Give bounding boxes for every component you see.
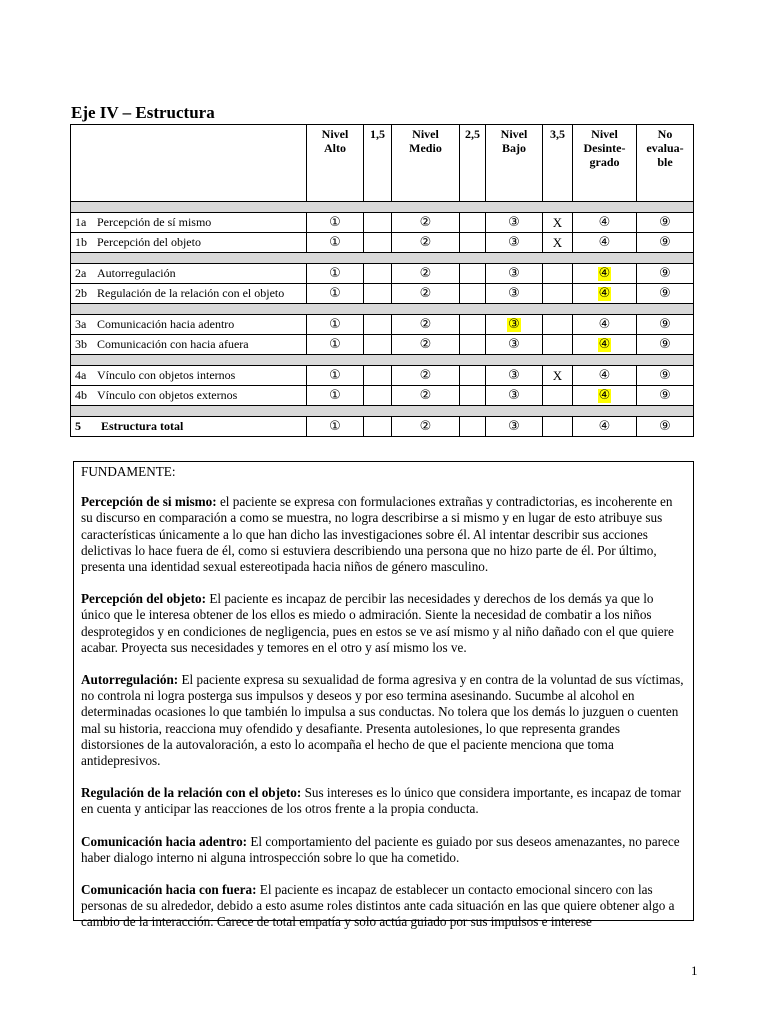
- intermediate-cell: [460, 335, 486, 355]
- column-header-line: 1,5: [370, 127, 385, 141]
- row-label-text: Comunicación hacia adentro: [97, 317, 235, 331]
- column-header-line: 2,5: [465, 127, 480, 141]
- level-mark: ⑨: [659, 419, 671, 434]
- level-cell: [637, 366, 694, 386]
- level-cell: [573, 284, 637, 304]
- row-label-text: Autorregulación: [97, 266, 176, 280]
- row-label: [71, 366, 307, 386]
- column-header-line: Nivel: [500, 127, 528, 141]
- paragraph-text: El paciente expresa su sexualidad de forma agresiva y en contra de la voluntad de sus víctimas, no controla ni logra posterga sus impulsos y deseos y por eso termina asesinando. Sucumbe al alcohol en determinadas ocasiones lo que también lo impulsa a sus conductas. No tolera que los demás lo juzguen o cuenten mal su historia, reacciona muy ofendido y desafiante. Presenta autolesiones, lo que representa grandes distorsiones de la autovaloración, a esto lo acompaña el hecho de que el paciente menciona que toma antidepresivos.: [81, 672, 684, 769]
- column-header: [637, 125, 694, 202]
- intermediate-cell: [460, 417, 486, 437]
- level-cell: [573, 366, 637, 386]
- selected-level-mark: ④: [598, 286, 611, 301]
- fundamento-paragraph: [81, 672, 685, 769]
- separator-row: [71, 202, 694, 213]
- level-cell: [486, 284, 543, 304]
- level-cell: [637, 315, 694, 335]
- intermediate-cell: [364, 417, 392, 437]
- column-header: [573, 125, 637, 202]
- level-cell: [486, 417, 543, 437]
- column-header-line: Medio: [409, 141, 442, 155]
- paragraph-label: Percepción del objeto:: [81, 591, 207, 607]
- level-cell: [637, 386, 694, 406]
- level-cell: [573, 335, 637, 355]
- column-header-line: Desinte-: [583, 141, 626, 155]
- table-row: [71, 315, 694, 335]
- level-mark: ②: [419, 286, 432, 301]
- row-code: 2a: [75, 266, 87, 280]
- fundamento-paragraph: [81, 834, 685, 866]
- level-mark: ⑨: [659, 368, 671, 383]
- table-row: [71, 213, 694, 233]
- intermediate-cell: [543, 233, 573, 253]
- level-mark: ②: [419, 317, 432, 332]
- level-mark: ④: [598, 235, 611, 250]
- table-header-row: [71, 125, 694, 202]
- level-cell: [573, 213, 637, 233]
- intermediate-cell: [543, 417, 573, 437]
- intermediate-cell: [543, 213, 573, 233]
- level-cell: [486, 213, 543, 233]
- level-mark: ①: [329, 266, 341, 281]
- row-label-text: Estructura total: [101, 419, 184, 433]
- separator-cell: [71, 406, 694, 417]
- level-mark: ②: [419, 215, 432, 230]
- paragraph-text: el paciente se expresa con formulaciones extrañas y contradictorias, es incoherente en su discurso en comparación a como se muestra, no logra describirse a si mismo y en lugar de esto atribuye sus características únicamente a lo que han dicho las investigaciones sobre él. Al intentar describir sus acciones delictivas lo hace fuera de él, como si estuviera describiendo una persona que no hizo parte de él. Por último, presenta una identidad sexual estereotipada hacia niños de género masculino.: [81, 494, 673, 575]
- row-label-text: Regulación de la relación con el objeto: [97, 286, 285, 300]
- level-cell: [637, 284, 694, 304]
- level-cell: [392, 233, 460, 253]
- level-mark: ②: [419, 419, 432, 434]
- table-row: [71, 386, 694, 406]
- level-mark: ①: [329, 388, 341, 403]
- level-cell: [307, 366, 364, 386]
- level-mark: ①: [329, 419, 341, 434]
- level-mark: ①: [329, 215, 341, 230]
- separator-cell: [71, 355, 694, 366]
- separator-row: [71, 355, 694, 366]
- level-cell: [573, 315, 637, 335]
- page-number: 1: [691, 963, 698, 978]
- level-cell: [486, 264, 543, 284]
- x-mark: X: [552, 234, 563, 250]
- row-code: 2b: [75, 286, 87, 300]
- section-title: Eje IV – Estructura: [71, 103, 215, 122]
- level-mark: ①: [329, 286, 341, 301]
- level-cell: [392, 213, 460, 233]
- column-header: [307, 125, 364, 202]
- level-cell: [486, 335, 543, 355]
- column-header: [392, 125, 460, 202]
- row-label: [71, 315, 307, 335]
- paragraph-label: Autorregulación:: [81, 672, 179, 688]
- intermediate-cell: [460, 264, 486, 284]
- level-mark: ①: [329, 235, 341, 250]
- level-mark: ③: [508, 388, 520, 403]
- level-mark: ①: [329, 337, 341, 352]
- intermediate-cell: [460, 366, 486, 386]
- fundamento-paragraph: [81, 591, 685, 656]
- fundamento-paragraph: [81, 882, 685, 931]
- evaluation-table: [70, 124, 694, 437]
- paragraph-text: Sus intereses es lo único que considera importante, es incapaz de tomar en cuenta y anticipar las reacciones de los otros frente a la propia conducta.: [81, 785, 682, 817]
- level-mark: ①: [329, 368, 341, 383]
- level-mark: ③: [508, 337, 520, 352]
- intermediate-cell: [364, 264, 392, 284]
- intermediate-cell: [364, 233, 392, 253]
- level-cell: [637, 213, 694, 233]
- column-header-line: Nivel: [321, 127, 349, 141]
- level-mark: ②: [419, 388, 432, 403]
- row-code: 4b: [75, 388, 87, 402]
- intermediate-cell: [543, 366, 573, 386]
- row-label-text: Comunicación con hacia afuera: [97, 337, 249, 351]
- paragraph-text: El paciente es incapaz de percibir las necesidades y derechos de los demás ya que lo único que le interesa obtener de los ellos es miedo o admiración. Siente la necesidad de combatir a los niños desprotegidos y en condiciones de negligencia, pues en estos se ve así mismo y al niño dañado con el que quiere acabar. Proyecta sus necesidades y temores en el otro y así mismo los ve.: [81, 591, 674, 655]
- table-row: [71, 335, 694, 355]
- column-header-line: Alto: [324, 141, 346, 155]
- column-header-line: Nivel: [412, 127, 439, 141]
- intermediate-cell: [543, 315, 573, 335]
- level-cell: [307, 284, 364, 304]
- column-header-line: No: [657, 127, 673, 141]
- level-cell: [486, 315, 543, 335]
- selected-level-mark: ④: [598, 388, 611, 403]
- column-header: [460, 125, 486, 202]
- row-label-text: Percepción de sí mismo: [97, 215, 212, 229]
- row-code: 3b: [75, 337, 87, 351]
- row-code: 3a: [75, 317, 87, 331]
- level-cell: [637, 264, 694, 284]
- level-cell: [486, 366, 543, 386]
- level-cell: [573, 386, 637, 406]
- column-header-line: evalua-: [646, 141, 684, 155]
- level-mark: ③: [508, 266, 520, 281]
- intermediate-cell: [460, 284, 486, 304]
- intermediate-cell: [460, 315, 486, 335]
- level-mark: ②: [419, 337, 432, 352]
- separator-cell: [71, 253, 694, 264]
- table-row: [71, 284, 694, 304]
- level-mark: ④: [598, 317, 611, 332]
- level-cell: [392, 284, 460, 304]
- level-mark: ④: [598, 215, 611, 230]
- level-cell: [573, 264, 637, 284]
- intermediate-cell: [364, 284, 392, 304]
- row-code: 4a: [75, 368, 87, 382]
- row-label-text: Vínculo con objetos internos: [97, 368, 236, 382]
- level-cell: [392, 335, 460, 355]
- row-label: [71, 213, 307, 233]
- level-mark: ⑨: [659, 215, 671, 230]
- level-mark: ⑨: [659, 388, 671, 403]
- level-mark: ③: [508, 419, 520, 434]
- level-mark: ⑨: [659, 337, 671, 352]
- x-mark: X: [552, 367, 563, 383]
- separator-cell: [71, 304, 694, 315]
- row-label: [71, 386, 307, 406]
- level-mark: ⑨: [659, 317, 671, 332]
- fundamento-heading: FUNDAMENTE:: [81, 464, 176, 479]
- paragraph-label: Percepción de si mismo:: [81, 494, 217, 510]
- level-mark: ③: [508, 235, 520, 250]
- level-cell: [573, 233, 637, 253]
- table-row: [71, 233, 694, 253]
- level-cell: [307, 335, 364, 355]
- intermediate-cell: [460, 233, 486, 253]
- level-cell: [637, 233, 694, 253]
- paragraph-text: El comportamiento del paciente es guiado por sus deseos amenazantes, no parece haber dialogo interno ni alguna introspección sobre lo que ha cometido.: [81, 833, 680, 865]
- intermediate-cell: [543, 284, 573, 304]
- level-mark: ④: [598, 368, 611, 383]
- intermediate-cell: [364, 315, 392, 335]
- paragraph-text: El paciente es incapaz de establecer un contacto emocional sincero con las personas de su alrededor, debido a esto asume roles distintos ante cada situación en las que quiere obtener algo a cambio de la interacción. Carece de total empatía y solo actúa guiado por sus impulsos e interese: [81, 882, 675, 930]
- level-mark: ⑨: [659, 266, 671, 281]
- level-cell: [573, 417, 637, 437]
- level-mark: ③: [508, 368, 520, 383]
- column-header: [543, 125, 573, 202]
- level-mark: ③: [508, 215, 520, 230]
- row-code: 1b: [75, 235, 87, 249]
- header-empty-cell: [71, 125, 307, 202]
- level-cell: [637, 417, 694, 437]
- paragraph-label: Regulación de la relación con el objeto:: [81, 785, 302, 801]
- level-cell: [392, 386, 460, 406]
- selected-level-mark: ③: [508, 317, 520, 332]
- paragraph-label: Comunicación hacia adentro:: [81, 833, 248, 849]
- level-cell: [392, 417, 460, 437]
- level-cell: [307, 417, 364, 437]
- fundamento-paragraph: [81, 785, 685, 817]
- row-label: [71, 233, 307, 253]
- selected-level-mark: ④: [598, 266, 611, 281]
- intermediate-cell: [364, 366, 392, 386]
- intermediate-cell: [543, 264, 573, 284]
- intermediate-cell: [543, 386, 573, 406]
- level-cell: [486, 386, 543, 406]
- x-mark: X: [552, 214, 563, 230]
- level-cell: [307, 315, 364, 335]
- level-cell: [486, 233, 543, 253]
- level-cell: [307, 264, 364, 284]
- level-mark: ②: [419, 368, 432, 383]
- level-mark: ⑨: [659, 235, 671, 250]
- intermediate-cell: [460, 386, 486, 406]
- intermediate-cell: [364, 213, 392, 233]
- level-cell: [392, 366, 460, 386]
- selected-level-mark: ④: [598, 337, 611, 352]
- separator-row: [71, 253, 694, 264]
- table-row: [71, 417, 694, 437]
- row-label: [71, 284, 307, 304]
- separator-row: [71, 304, 694, 315]
- level-mark: ②: [419, 235, 432, 250]
- paragraph-label: Comunicación hacia con fuera:: [81, 882, 257, 898]
- intermediate-cell: [460, 213, 486, 233]
- separator-cell: [71, 202, 694, 213]
- intermediate-cell: [543, 335, 573, 355]
- row-label-text: Vínculo con objetos externos: [97, 388, 238, 402]
- column-header-line: Bajo: [502, 141, 526, 155]
- row-label: [71, 335, 307, 355]
- table-row: [71, 264, 694, 284]
- table-row: [71, 366, 694, 386]
- separator-row: [71, 406, 694, 417]
- column-header: [486, 125, 543, 202]
- level-mark: ⑨: [659, 286, 671, 301]
- level-mark: ③: [508, 286, 520, 301]
- row-label-text: Percepción del objeto: [97, 235, 201, 249]
- level-mark: ②: [419, 266, 432, 281]
- level-mark: ④: [598, 419, 611, 434]
- level-cell: [392, 264, 460, 284]
- row-label: [71, 417, 307, 437]
- level-cell: [307, 386, 364, 406]
- intermediate-cell: [364, 335, 392, 355]
- intermediate-cell: [364, 386, 392, 406]
- row-label: [71, 264, 307, 284]
- level-cell: [307, 213, 364, 233]
- level-cell: [307, 233, 364, 253]
- fundamento-paragraph: [81, 494, 685, 575]
- level-mark: ①: [329, 317, 341, 332]
- level-cell: [392, 315, 460, 335]
- level-cell: [637, 335, 694, 355]
- column-header: [364, 125, 392, 202]
- column-header-line: ble: [657, 155, 673, 169]
- row-code: 5: [75, 419, 81, 433]
- column-header-line: Nivel: [591, 127, 618, 141]
- row-code: 1a: [75, 215, 87, 229]
- column-header-line: grado: [589, 155, 620, 169]
- fundamento-box: [73, 461, 694, 930]
- column-header-line: 3,5: [550, 127, 565, 141]
